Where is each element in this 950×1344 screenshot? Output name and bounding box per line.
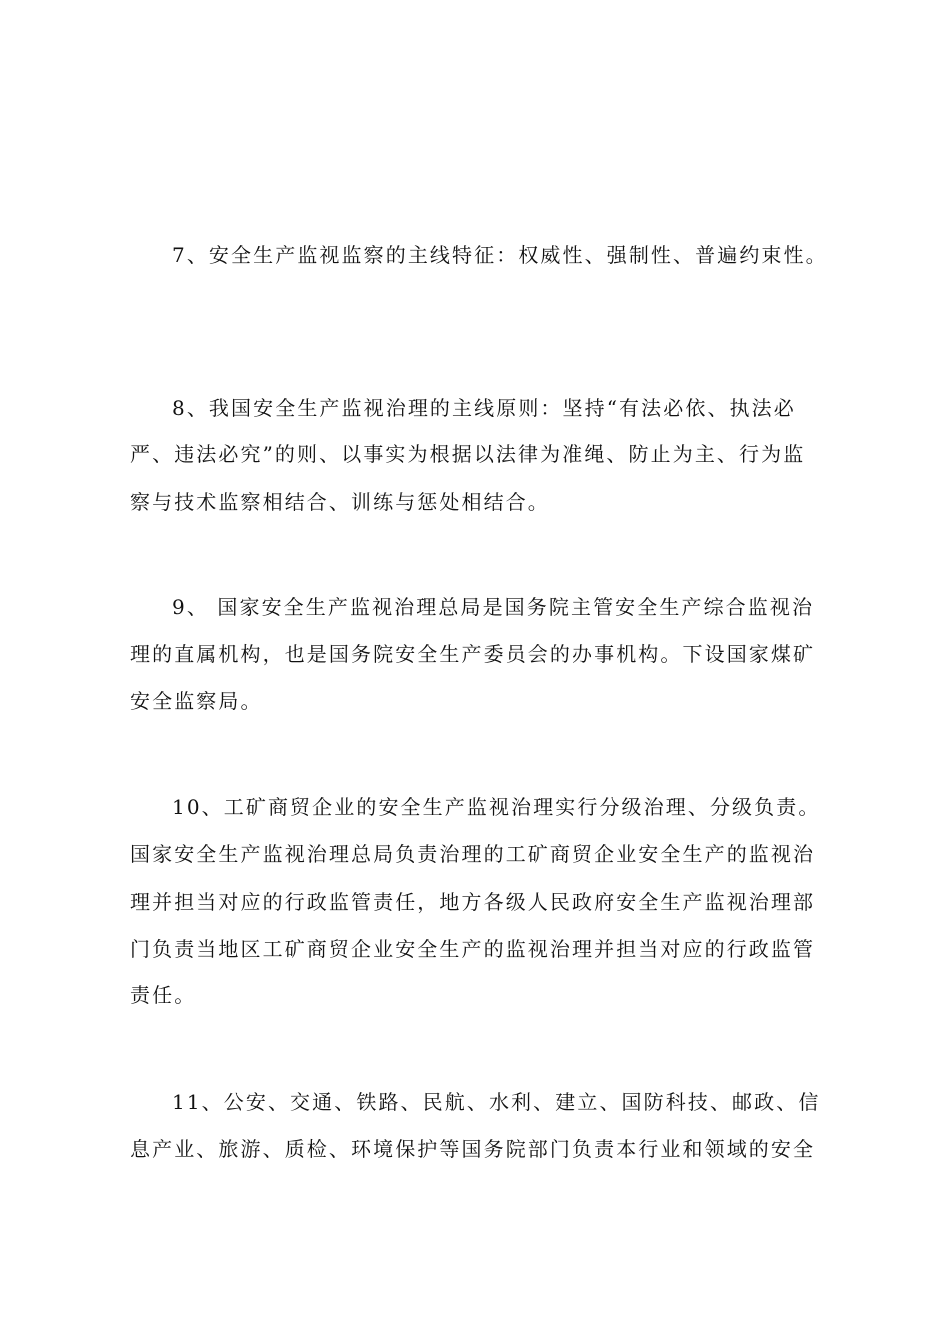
paragraph-9-line-3: 安全监察局。 — [130, 689, 263, 713]
paragraph-10-line-5: 责任。 — [130, 983, 197, 1007]
paragraph-8-line-1: 8、我国安全生产监视治理的主线原则：坚持“有法必依、执法必 — [172, 396, 796, 420]
paragraph-8-line-3: 察与技术监察相结合、训练与惩处相结合。 — [130, 490, 550, 514]
paragraph-9-line-1: 9、 国家安全生产监视治理总局是国务院主管安全生产综合监视治 — [172, 595, 815, 619]
paragraph-11-line-2: 息产业、旅游、质检、环境保护等国务院部门负责本行业和领域的安全 — [130, 1137, 816, 1161]
paragraph-10-line-2: 国家安全生产监视治理总局负责治理的工矿商贸企业安全生产的监视治 — [130, 842, 816, 866]
paragraph-10-line-1: 10、工矿商贸企业的安全生产监视治理实行分级治理、分级负责。 — [172, 795, 821, 819]
paragraph-8-line-2: 严、违法必究”的则、以事实为根据以法律为准绳、防止为主、行为监 — [130, 442, 806, 466]
paragraph-9-line-2: 理的直属机构，也是国务院安全生产委员会的办事机构。下设国家煤矿 — [130, 642, 816, 666]
paragraph-7-line-1: 7、安全生产监视监察的主线特征：权威性、强制性、普遍约束性。 — [172, 243, 828, 267]
paragraph-10-line-4: 门负责当地区工矿商贸企业安全生产的监视治理并担当对应的行政监管 — [130, 937, 816, 961]
paragraph-11-line-1: 11、公安、交通、铁路、民航、水利、建立、国防科技、邮政、信 — [172, 1090, 821, 1114]
paragraph-10-line-3: 理并担当对应的行政监管责任，地方各级人民政府安全生产监视治理部 — [130, 890, 816, 914]
